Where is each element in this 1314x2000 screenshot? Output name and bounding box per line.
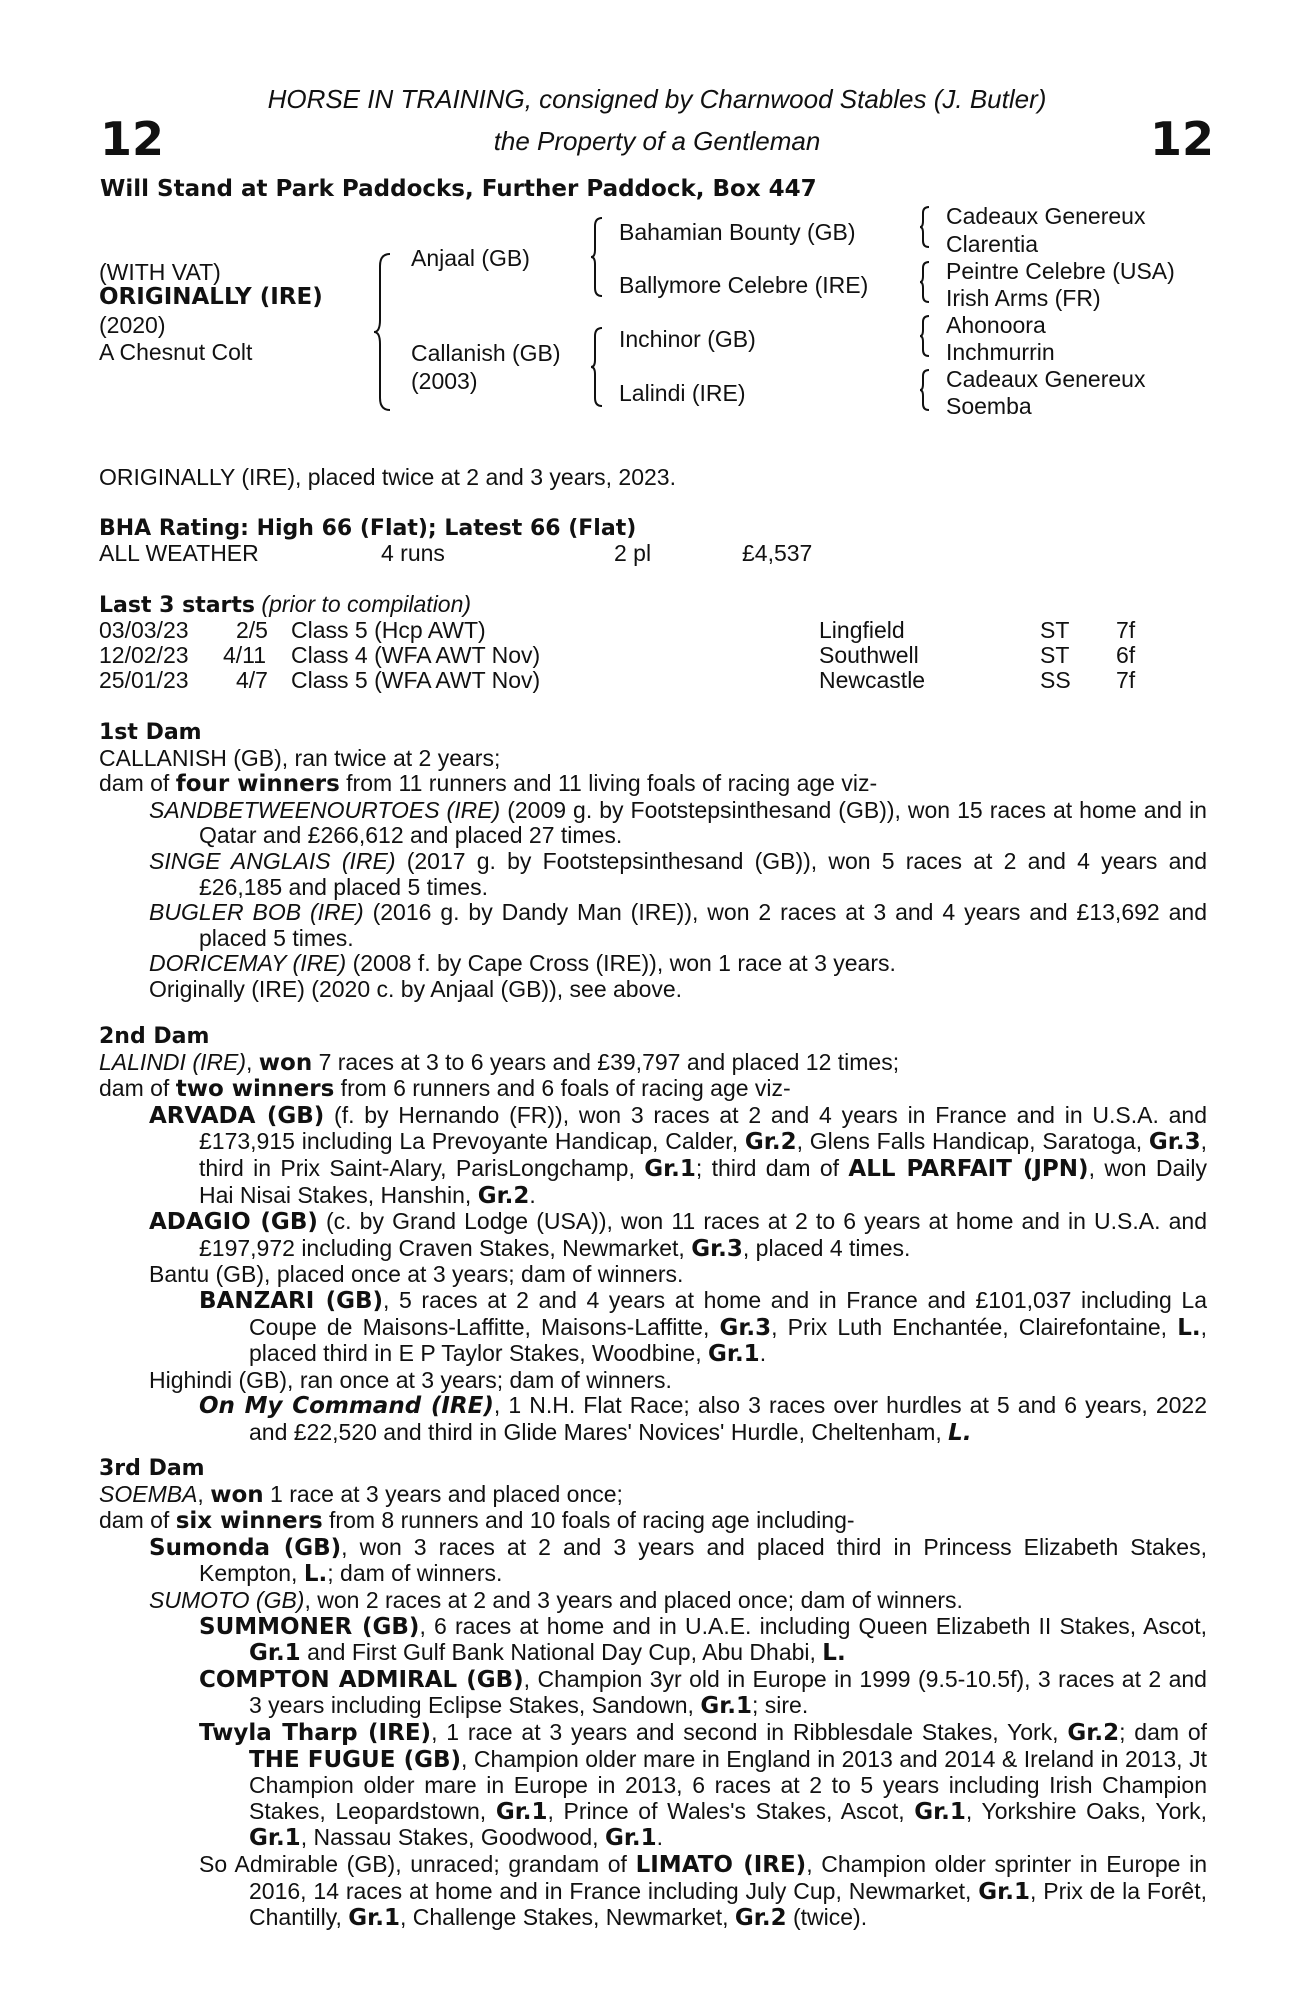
third-dam-section: [99, 1456, 1207, 1932]
first-dam-line2: dam of four winners from 11 runners and 11 living foals of racing age viz-: [99, 770, 878, 798]
surface-label: ALL WEATHER: [99, 540, 259, 566]
start-going: SS: [1040, 667, 1071, 693]
start-distance: 7f: [1116, 617, 1136, 643]
start-position: 2/5: [236, 617, 268, 643]
lot-number-left: 12: [100, 112, 165, 166]
start-distance: 7f: [1116, 667, 1136, 693]
last-starts-note: (prior to compilation): [261, 591, 472, 617]
bha-rating-title: BHA Rating: High 66 (Flat); Latest 66 (Flat): [99, 516, 637, 541]
start-date: 12/02/23: [99, 642, 189, 668]
produce-arvada: ARVADA (GB) (f. by Hernando (FR)), won 3 races at 2 and 4 years in France and in U.S.A. and £173,915 including La Prevoyante Handicap, Calder, Gr.2, Glens Falls Handicap, Saratoga, Gr.3, third in Prix Saint-Alary, ParisLongchamp, Gr.1; third dam of ALL PARFAIT (JPN), won Daily Hai Nisai Stakes, Hanshin, Gr.2.: [149, 1101, 1207, 1209]
produce-doricemay: DORICEMAY (IRE) (2008 f. by Cape Cross (IRE)), won 1 race at 3 years.: [149, 950, 896, 977]
grandsire-3: Ahonoora: [946, 312, 1046, 338]
start-date: 25/01/23: [99, 667, 189, 693]
vat-label: (WITH VAT): [99, 259, 221, 285]
produce-on-my-command: On My Command (IRE), 1 N.H. Flat Race; also 3 races over hurdles at 5 and 6 years, 2022 and £22,520 and third in Glide Mares' Novices' Hurdle, Cheltenham, L.: [199, 1392, 1207, 1446]
produce-twyla-tharp: Twyla Tharp (IRE), 1 race at 3 years and second in Ribblesdale Stakes, York, Gr.2; dam of THE FUGUE (GB), Champion older mare in England in 2013 and 2014 & Ireland in 2013, Jt Champion older mare in Europe in 2013, 6 races at 2 to 5 years including Irish Champion Stakes, Leopardstown, Gr.1, Prince of Wales's Stakes, Ascot, Gr.1, Yorkshire Oaks, York, Gr.1, Nassau Stakes, Goodwood, Gr.1.: [199, 1718, 1208, 1852]
produce-originally: Originally (IRE) (2020 c. by Anjaal (GB)), see above.: [149, 975, 683, 1002]
grandsire-4: Cadeaux Genereux: [946, 366, 1146, 392]
start-race: Class 5 (Hcp AWT): [291, 617, 486, 643]
granddam-4: Soemba: [946, 393, 1032, 419]
pedigree-brace-dam: [589, 326, 605, 408]
pedigree-brace-g4: [918, 368, 932, 412]
start-course: Lingfield: [819, 617, 905, 643]
second-dam-section: [99, 1024, 1207, 1447]
pedigree-brace-g3: [918, 314, 932, 358]
horse-description: A Chesnut Colt: [99, 339, 253, 365]
property-line: the Property of a Gentleman: [493, 126, 821, 156]
summary-line: ORIGINALLY (IRE), placed twice at 2 and 3 years, 2023.: [99, 464, 676, 490]
produce-summoner: SUMMONER (GB), 6 races at home and in U.A.E. including Queen Elizabeth II Stakes, Ascot, Gr.1 and First Gulf Bank National Day Cup, Abu Dhabi, L.: [199, 1612, 1207, 1667]
start-going: ST: [1040, 642, 1070, 668]
start-going: ST: [1040, 617, 1070, 643]
dam-name: Callanish (GB): [411, 340, 561, 366]
pedigree-brace-sire: [589, 216, 605, 298]
produce-singe-anglais: SINGE ANGLAIS (IRE) (2017 g. by Footstepsinthesand (GB)), won 5 races at 2 and 4 years and £26,185 and placed 5 times.: [149, 847, 1207, 900]
sire-name: Anjaal (GB): [411, 245, 530, 271]
produce-bugler-bob: BUGLER BOB (IRE) (2016 g. by Dandy Man (IRE)), won 2 races at 3 and 4 years and £13,692 and placed 5 times.: [149, 899, 1207, 951]
start-position: 4/11: [223, 642, 267, 668]
second-dam-title: 2nd Dam: [99, 1024, 210, 1049]
last-starts-title: Last 3 starts: [99, 593, 256, 618]
dam-sire-name: Inchinor (GB): [619, 326, 756, 352]
placed-value: 2 pl: [614, 540, 652, 566]
granddam-1: Clarentia: [946, 231, 1039, 257]
produce-banzari: BANZARI (GB), 5 races at 2 and 4 years at home and in France and £101,037 including La Coupe de Maisons-Laffitte, Maisons-Laffitte, Gr.3, Prix Luth Enchantée, Clairefontaine, L., placed third in E P Taylor Stakes, Woodbine, Gr.1.: [199, 1286, 1208, 1368]
dam-year: (2003): [411, 368, 478, 394]
start-race: Class 4 (WFA AWT Nov): [291, 642, 541, 668]
grandsire-2: Peintre Celebre (USA): [946, 258, 1175, 284]
horse-name: ORIGINALLY (IRE): [99, 284, 323, 310]
produce-adagio: ADAGIO (GB) (c. by Grand Lodge (USA)), won 11 races at 2 to 6 years at home and in U.S.A. and £197,972 including Craven Stakes, Newmarket, Gr.3, placed 4 times.: [149, 1208, 1207, 1262]
second-dam-line2: dam of two winners from 6 runners and 6 foals of racing age viz-: [99, 1075, 791, 1103]
start-distance: 6f: [1116, 642, 1136, 668]
sire-dam-name: Ballymore Celebre (IRE): [619, 272, 869, 298]
pedigree-brace-g2: [918, 260, 932, 304]
start-course: Newcastle: [819, 667, 926, 693]
pedigree-brace-main: [372, 252, 394, 412]
lot-number-right: 12: [1150, 112, 1215, 166]
third-dam-line2: dam of six winners from 8 runners and 10 foals of racing age including-: [99, 1507, 855, 1535]
consignment-line: HORSE IN TRAINING, consigned by Charnwood Stables (J. Butler): [267, 84, 1047, 114]
horse-year: (2020): [99, 312, 166, 338]
produce-sandbetweenourtoes: SANDBETWEENOURTOES (IRE) (2009 g. by Footstepsinthesand (GB)), won 15 races at home and in Qatar and £266,612 and placed 27 times.: [149, 796, 1207, 849]
granddam-3: Inchmurrin: [946, 339, 1055, 365]
produce-bantu: Bantu (GB), placed once at 3 years; dam of winners.: [149, 1261, 684, 1288]
start-course: Southwell: [819, 642, 919, 668]
start-date: 03/03/23: [99, 617, 189, 643]
granddam-2: Irish Arms (FR): [946, 285, 1101, 311]
runs-value: 4 runs: [381, 540, 445, 566]
start-race: Class 5 (WFA AWT Nov): [291, 667, 541, 693]
dam-dam-name: Lalindi (IRE): [619, 380, 746, 406]
start-position: 4/7: [236, 667, 268, 693]
stand-line: Will Stand at Park Paddocks, Further Paddock, Box 447: [100, 176, 817, 202]
grandsire-1: Cadeaux Genereux: [946, 203, 1146, 229]
first-dam-line1: CALLANISH (GB), ran twice at 2 years;: [99, 744, 501, 771]
third-dam-line1: SOEMBA, won 1 race at 3 years and placed once;: [99, 1480, 623, 1508]
last-starts-heading: [99, 592, 471, 619]
earnings-value: £4,537: [742, 540, 813, 566]
produce-sumoto: SUMOTO (GB), won 2 races at 2 and 3 years and placed once; dam of winners.: [149, 1586, 963, 1613]
sire-sire-name: Bahamian Bounty (GB): [619, 219, 856, 245]
pedigree-brace-g1: [918, 205, 932, 249]
produce-so-admirable: So Admirable (GB), unraced; grandam of LIMATO (IRE), Champion older sprinter in Europe in 2016, 14 races at home and in France including July Cup, Newmarket, Gr.1, Prix de la Forêt, Chantilly, Gr.1, Challenge Stakes, Newmarket, Gr.2 (twice).: [199, 1850, 1208, 1932]
second-dam-line1: LALINDI (IRE), won 7 races at 3 to 6 years and £39,797 and placed 12 times;: [99, 1048, 900, 1076]
produce-highindi: Highindi (GB), ran once at 3 years; dam of winners.: [149, 1366, 672, 1393]
produce-compton-admiral: COMPTON ADMIRAL (GB), Champion 3yr old in Europe in 1999 (9.5-10.5f), 3 races at 2 and 3 years including Eclipse Stakes, Sandown, Gr.1; sire.: [199, 1665, 1207, 1720]
first-dam-section: [99, 720, 1207, 1003]
produce-sumonda: Sumonda (GB), won 3 races at 2 and 3 years and placed third in Princess Elizabeth Stakes, Kempton, L.; dam of winners.: [149, 1533, 1207, 1588]
first-dam-title: 1st Dam: [99, 720, 202, 745]
third-dam-title: 3rd Dam: [99, 1456, 205, 1481]
